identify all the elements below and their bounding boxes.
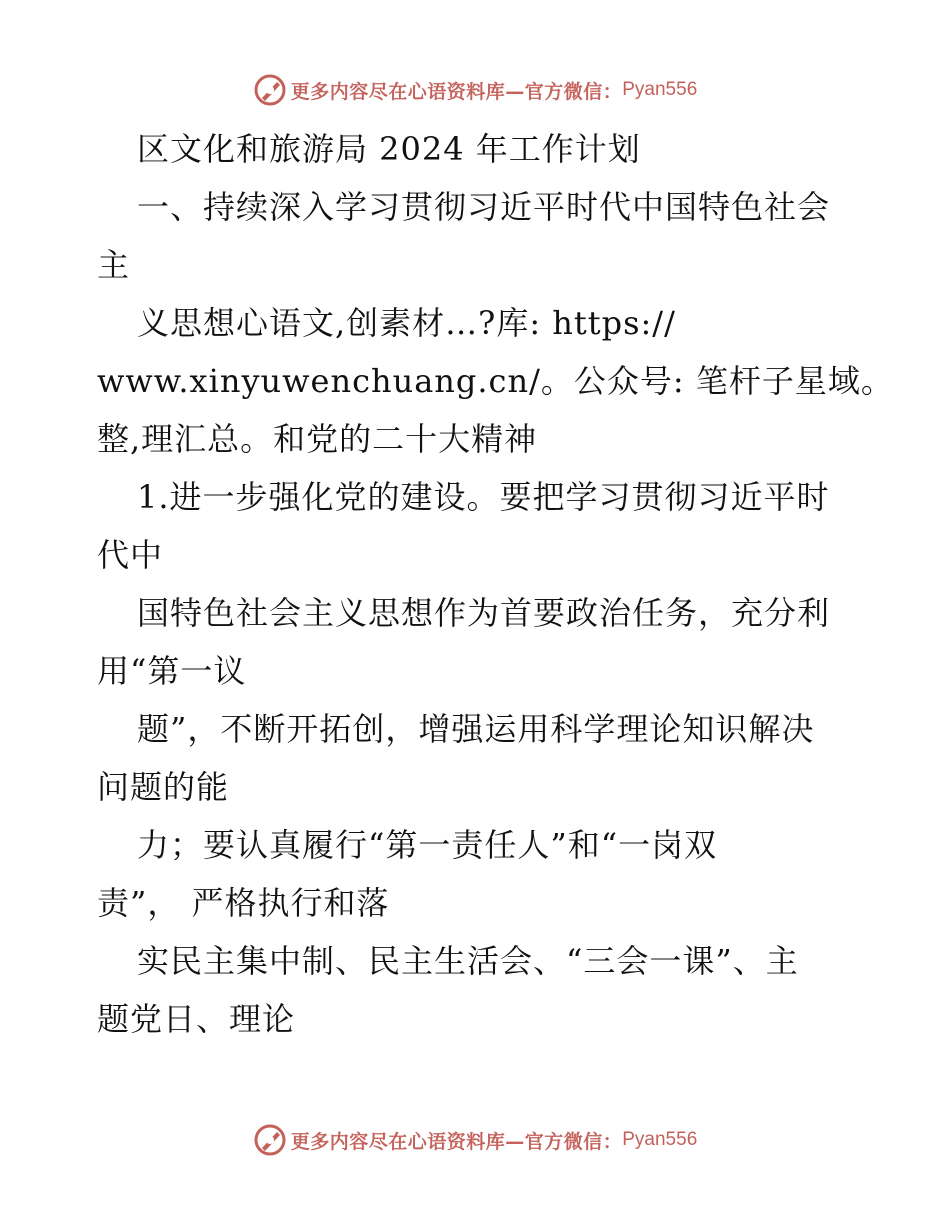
document-line: 国特色社会主义思想作为首要政治任务，充分利	[137, 594, 831, 632]
pen-logo-icon	[253, 1123, 287, 1157]
document-line: 整,理汇总。和党的二十大精神	[97, 420, 538, 458]
document-body	[97, 120, 894, 1048]
document-title: 区文化和旅游局 2024 年工作计划	[137, 130, 641, 168]
document-line: 代中	[97, 536, 164, 574]
document-line: 义思想心语文,创素材…?库: https://	[137, 304, 676, 342]
header-banner-text: 更多内容尽在心语资料库—官方微信：	[290, 80, 623, 103]
footer-banner-id: Pyan556	[622, 1129, 698, 1150]
header-banner	[0, 70, 950, 110]
document-line: 1.进一步强化党的建设。要把学习贯彻习近平时	[137, 478, 830, 516]
document-line: 一、持续深入学习贯彻习近平时代中国特色社会	[137, 188, 831, 226]
document-line: 问题的能	[97, 768, 230, 806]
document-line: 力；要认真履行“第一责任人”和“一岗双	[137, 826, 718, 864]
document-line: 题党日、理论	[97, 1000, 296, 1038]
header-banner-id: Pyan556	[622, 79, 698, 100]
document-line: 用“第一议	[97, 652, 247, 690]
document-line: www.xinyuwenchuang.cn/。公众号: 笔杆子星域。	[97, 362, 894, 400]
document-line: 实民主集中制、民主生活会、“三会一课”、主	[137, 942, 799, 980]
document-line: 主	[97, 246, 131, 284]
footer-banner-text: 更多内容尽在心语资料库—官方微信：	[290, 1130, 623, 1153]
pen-logo-icon	[253, 73, 287, 107]
document-line: 责”， 严格执行和落	[97, 884, 390, 922]
footer-banner	[0, 1120, 950, 1160]
document-line: 题”，不断开拓创，增强运用科学理论知识解决	[137, 710, 815, 748]
